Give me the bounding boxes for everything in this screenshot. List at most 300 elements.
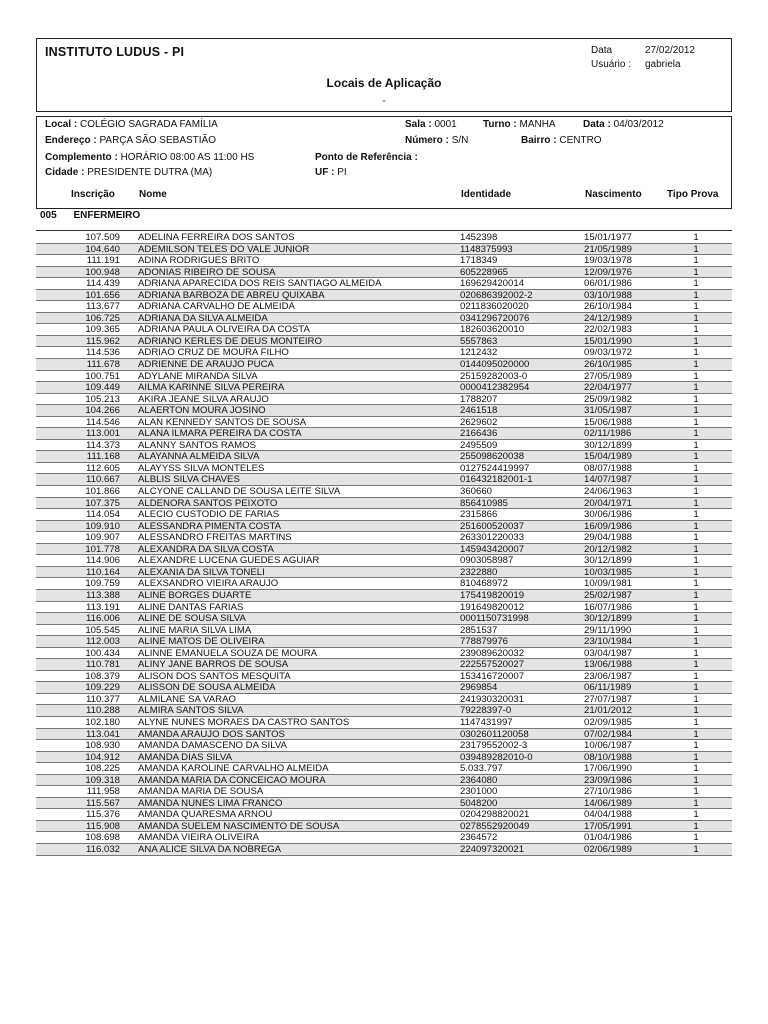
report-header (36, 38, 732, 112)
cell-identidade: 0278552920049 (460, 820, 530, 832)
cell-nome: ALEXSANDRO VIEIRA ARAUJO (138, 578, 279, 590)
user-label: Usuário : (591, 59, 632, 70)
meta-labels (591, 44, 631, 72)
uf-field: UF : PI (315, 167, 347, 178)
cell-inscricao: 110.377 (86, 693, 120, 705)
cell-inscricao: 111.678 (86, 359, 120, 371)
table-row (36, 613, 732, 625)
cell-identidade: 605228965 (460, 266, 509, 278)
table-row (36, 382, 732, 394)
cell-identidade: 153416720007 (460, 670, 525, 682)
cell-tipo-prova: 1 (693, 740, 699, 752)
cell-nascimento: 30/06/1986 (584, 509, 633, 521)
cell-tipo-prova: 1 (693, 774, 699, 786)
table-row (36, 798, 732, 810)
cell-nome: ALANA ILMARA PEREIRA DA COSTA (138, 428, 302, 440)
cell-identidade: 360660 (460, 486, 493, 498)
cell-identidade: 1148375993 (460, 243, 513, 255)
cell-nascimento: 29/11/1990 (584, 624, 632, 636)
cell-inscricao: 116.006 (86, 613, 120, 625)
cell-tipo-prova: 1 (693, 347, 699, 359)
table-row (36, 521, 732, 533)
cell-identidade: 1147431997 (460, 716, 513, 728)
cell-inscricao: 115.908 (86, 820, 120, 832)
cell-inscricao: 110.781 (86, 659, 120, 671)
group-heading (40, 210, 140, 221)
cell-inscricao: 115.962 (86, 335, 120, 347)
cell-nascimento: 22/02/1983 (584, 324, 633, 336)
cell-nome: ALECIO CUSTODIO DE FARIAS (138, 509, 280, 521)
numero-field: Número : S/N (405, 135, 469, 146)
cell-nascimento: 14/07/1987 (584, 474, 633, 486)
cell-nascimento: 25/09/1982 (584, 393, 633, 405)
cell-nascimento: 13/06/1988 (584, 659, 633, 671)
cell-nome: AKIRA JEANE SILVA ARAUJO (138, 393, 269, 405)
cell-inscricao: 104.912 (85, 751, 120, 763)
cell-identidade: 2322880 (460, 566, 498, 578)
cell-identidade: 810468972 (460, 578, 509, 590)
cell-inscricao: 105.545 (85, 624, 120, 636)
cell-tipo-prova: 1 (693, 278, 699, 290)
table-row (36, 567, 732, 579)
cell-nascimento: 04/04/1988 (584, 809, 633, 821)
cell-identidade: 856410985 (460, 497, 509, 509)
cell-inscricao: 109.318 (85, 774, 120, 786)
cell-nome: ALESSANDRA PIMENTA COSTA (138, 520, 282, 532)
cell-inscricao: 110.288 (86, 705, 120, 717)
cell-identidade: 2461518 (460, 405, 498, 417)
table-row (36, 359, 732, 371)
turno-field: Turno : MANHA (483, 119, 556, 130)
cell-nascimento: 02/11/1986 (584, 428, 632, 440)
table-row (36, 301, 732, 313)
table-row (36, 821, 732, 833)
local-field: Local : COLÉGIO SAGRADA FAMÍLIA (45, 119, 218, 130)
cell-nascimento: 03/04/1987 (584, 647, 633, 659)
cell-identidade: 2364080 (460, 774, 498, 786)
cell-nascimento: 09/03/1972 (584, 347, 633, 359)
date-value: 27/02/2012 (645, 45, 696, 56)
col-header-inscricao: Inscrição (71, 189, 115, 200)
table-row (36, 590, 732, 602)
col-header-identidade: Identidade (461, 189, 512, 200)
cell-inscricao: 116.032 (86, 843, 120, 855)
cell-nome: AMANDA MARIA DE SOUSA (138, 786, 264, 798)
cell-tipo-prova: 1 (693, 843, 699, 855)
cell-identidade: 0211836020020 (460, 301, 529, 313)
cell-nome: ADRIENNE DE ARAUJO PUCA (138, 359, 274, 371)
cell-nascimento: 10/03/1985 (584, 566, 633, 578)
table-row (36, 786, 732, 798)
cell-nome: ALEXANIA DA SILVA TONELI (138, 566, 265, 578)
cell-nome: AMANDA SUELEM NASCIMENTO DE SOUSA (138, 820, 340, 832)
cell-identidade: 2166436 (460, 428, 498, 440)
table-row (36, 336, 732, 348)
cell-identidade: 79228397-0 (460, 705, 512, 717)
table-row (36, 832, 732, 844)
cell-tipo-prova: 1 (693, 405, 699, 417)
table-row (36, 394, 732, 406)
table-row (36, 636, 732, 648)
cell-nascimento: 21/05/1989 (584, 243, 633, 255)
cell-nome: ALINE BORGES DUARTE (138, 589, 252, 601)
cell-inscricao: 108.225 (85, 763, 120, 775)
cell-tipo-prova: 1 (693, 705, 699, 717)
cell-inscricao: 111.168 (86, 451, 120, 463)
cell-nome: AILMA KARINNE SILVA PEREIRA (138, 382, 285, 394)
table-row (36, 625, 732, 637)
cell-inscricao: 109.910 (85, 520, 120, 532)
cell-tipo-prova: 1 (693, 555, 699, 567)
cell-nome: ALEXANDRA DA SILVA COSTA (138, 543, 274, 555)
cell-inscricao: 100.948 (85, 266, 120, 278)
cell-inscricao: 105.213 (85, 393, 120, 405)
cell-tipo-prova: 1 (693, 751, 699, 763)
report-subtitle: - (382, 96, 386, 107)
cell-identidade: 23179552002-3 (460, 740, 528, 752)
cell-identidade: 182603620010 (460, 324, 525, 336)
cell-tipo-prova: 1 (693, 682, 699, 694)
cell-tipo-prova: 1 (693, 670, 699, 682)
cell-tipo-prova: 1 (693, 786, 699, 798)
table-row (36, 578, 732, 590)
table-row (36, 809, 732, 821)
cidade-field: Cidade : PRESIDENTE DUTRA (MA) (45, 167, 213, 178)
cell-identidade: 175419820019 (460, 589, 525, 601)
cell-tipo-prova: 1 (693, 820, 699, 832)
cell-nome: AMANDA DAMASCENO DA SILVA (138, 740, 287, 752)
table-row (36, 255, 732, 267)
cell-nascimento: 15/06/1988 (584, 416, 633, 428)
cell-inscricao: 106.725 (85, 312, 120, 324)
cell-nome: ALMIRA SANTOS SILVA (138, 705, 244, 717)
cell-nascimento: 19/03/1978 (584, 255, 633, 267)
cell-inscricao: 104.266 (85, 405, 120, 417)
cell-inscricao: 101.656 (85, 289, 120, 301)
table-row (36, 717, 732, 729)
cell-tipo-prova: 1 (693, 451, 699, 463)
cell-identidade: 1452398 (460, 232, 498, 243)
endereco-field: Endereço : PARÇA SÃO SEBASTIÃO (45, 135, 216, 146)
cell-inscricao: 107.509 (85, 232, 120, 243)
cell-nome: ALINE DANTAS FARIAS (138, 601, 244, 613)
cell-identidade: 2629602 (460, 416, 498, 428)
cell-tipo-prova: 1 (693, 716, 699, 728)
cell-tipo-prova: 1 (693, 439, 699, 451)
table-row (36, 290, 732, 302)
table-row (36, 347, 732, 359)
cell-tipo-prova: 1 (693, 335, 699, 347)
cell-inscricao: 104.640 (85, 243, 120, 255)
cell-identidade: 239089620032 (460, 647, 525, 659)
table-row (36, 659, 732, 671)
cell-nascimento: 20/12/1982 (584, 543, 633, 555)
cell-identidade: 2495509 (460, 439, 498, 451)
cell-identidade: 016432182001-1 (460, 474, 533, 486)
cell-nome: ALMILANE SA VARAO (138, 693, 236, 705)
cell-nascimento: 27/10/1986 (584, 786, 633, 798)
cell-nome: ADELINA FERREIRA DOS SANTOS (138, 232, 295, 243)
cell-identidade: 039489282010-0 (460, 751, 533, 763)
col-header-tipo-prova: Tipo Prova (667, 189, 719, 200)
cell-tipo-prova: 1 (693, 301, 699, 313)
cell-tipo-prova: 1 (693, 416, 699, 428)
cell-nome: AMANDA MARIA DA CONCEICAO MOURA (138, 774, 326, 786)
cell-inscricao: 112.605 (86, 462, 120, 474)
complemento-field: Complemento : HORÁRIO 08:00 AS 11:00 HS (45, 152, 255, 163)
cell-nome: ALINY JANE BARROS DE SOUSA (138, 659, 289, 671)
cell-nome: AMANDA ARAUJO DOS SANTOS (138, 728, 285, 740)
cell-nome: ALAERTON MOURA JOSINO (138, 405, 266, 417)
cell-identidade: 0204298820021 (460, 809, 530, 821)
candidates-table (36, 232, 732, 856)
cell-tipo-prova: 1 (693, 543, 699, 555)
cell-nascimento: 29/04/1988 (584, 532, 633, 544)
cell-inscricao: 100.751 (85, 370, 120, 382)
table-row (36, 498, 732, 510)
cell-nome: ADRIANO KERLES DE DEUS MONTEIRO (138, 335, 322, 347)
cell-tipo-prova: 1 (693, 509, 699, 521)
cell-identidade: 2969854 (460, 682, 498, 694)
cell-nascimento: 03/10/1988 (584, 289, 633, 301)
table-row (36, 428, 732, 440)
cell-nascimento: 14/06/1989 (584, 797, 633, 809)
cell-nascimento: 30/12/1899 (584, 613, 633, 625)
cell-identidade: 1212432 (460, 347, 498, 359)
table-row (36, 705, 732, 717)
cell-nascimento: 10/09/1981 (584, 578, 633, 590)
cell-inscricao: 102.180 (85, 716, 120, 728)
cell-inscricao: 100.434 (85, 647, 120, 659)
table-row (36, 440, 732, 452)
cell-inscricao: 109.907 (85, 532, 120, 544)
cell-tipo-prova: 1 (693, 462, 699, 474)
cell-inscricao: 109.229 (85, 682, 120, 694)
cell-inscricao: 113.388 (86, 589, 120, 601)
cell-tipo-prova: 1 (693, 393, 699, 405)
cell-identidade: 0127524419997 (460, 462, 530, 474)
cell-nome: AMANDA QUARESMA ARNOU (138, 809, 273, 821)
cell-nome: ADINA RODRIGUES BRITO (138, 255, 260, 267)
cell-identidade: 5557863 (460, 335, 498, 347)
cell-tipo-prova: 1 (693, 636, 699, 648)
cell-tipo-prova: 1 (693, 324, 699, 336)
table-row (36, 313, 732, 325)
cell-nascimento: 12/09/1976 (584, 266, 633, 278)
cell-identidade: 169629420014 (460, 278, 525, 290)
cell-nome: ADEMILSON TELES DO VALE JUNIOR (138, 243, 310, 255)
data-field: Data : 04/03/2012 (583, 119, 664, 130)
cell-identidade: 2315866 (460, 509, 498, 521)
cell-tipo-prova: 1 (693, 532, 699, 544)
cell-inscricao: 114.439 (86, 278, 120, 290)
cell-inscricao: 101.778 (85, 543, 120, 555)
cell-nome: ALINE DE SOUSA SILVA (138, 613, 246, 625)
cell-nascimento: 24/12/1989 (584, 312, 633, 324)
cell-nascimento: 26/10/1985 (584, 359, 633, 371)
cell-identidade: 5048200 (460, 797, 498, 809)
cell-nome: ALAYANNA ALMEIDA SILVA (138, 451, 260, 463)
cell-tipo-prova: 1 (693, 624, 699, 636)
cell-nascimento: 06/01/1986 (584, 278, 633, 290)
cell-identidade: 0000412382954 (460, 382, 530, 394)
cell-tipo-prova: 1 (693, 474, 699, 486)
location-info (36, 116, 732, 209)
table-row (36, 740, 732, 752)
table-row (36, 405, 732, 417)
cell-nascimento: 15/01/1977 (584, 232, 633, 243)
cell-inscricao: 113.001 (86, 428, 120, 440)
cell-nascimento: 08/07/1988 (584, 462, 633, 474)
cell-nascimento: 15/04/1989 (584, 451, 633, 463)
table-row (36, 232, 732, 244)
cell-identidade: 2851537 (460, 624, 498, 636)
cell-tipo-prova: 1 (693, 312, 699, 324)
cell-nome: ALINNE EMANUELA SOUZA DE MOURA (138, 647, 318, 659)
cell-inscricao: 115.567 (86, 797, 120, 809)
cell-identidade: 1788207 (460, 393, 498, 405)
cell-nome: AMANDA NUNES LIMA FRANCO (138, 797, 283, 809)
cell-nome: ADYLANE MIRANDA SILVA (138, 370, 258, 382)
cell-nascimento: 30/12/1899 (584, 439, 633, 451)
cell-nome: ADRIANA CARVALHO DE ALMEIDA (138, 301, 295, 313)
report-title: Locais de Aplicação (326, 76, 442, 90)
cell-tipo-prova: 1 (693, 659, 699, 671)
table-row (36, 451, 732, 463)
cell-nascimento: 23/09/1986 (584, 774, 633, 786)
cell-nome: ALDENORA SANTOS PEIXOTO (138, 497, 278, 509)
cell-nome: ALBLIS SILVA CHAVES (138, 474, 240, 486)
cell-inscricao: 107.375 (85, 497, 120, 509)
cell-nascimento: 01/04/1986 (584, 832, 633, 844)
cell-nome: AMANDA KAROLINE CARVALHO ALMEIDA (138, 763, 329, 775)
cell-identidade: 255098620038 (460, 451, 525, 463)
table-row (36, 544, 732, 556)
table-row (36, 324, 732, 336)
table-row (36, 602, 732, 614)
cell-nome: ADRIANA PAULA OLIVEIRA DA COSTA (138, 324, 310, 336)
cell-nascimento: 07/02/1984 (584, 728, 633, 740)
cell-identidade: 25159282003-0 (460, 370, 528, 382)
ponto-referencia-field: Ponto de Referência : (315, 152, 418, 163)
cell-nascimento: 16/07/1986 (584, 601, 633, 613)
cell-nascimento: 06/11/1989 (584, 682, 632, 694)
cell-tipo-prova: 1 (693, 486, 699, 498)
table-row (36, 671, 732, 683)
table-row (36, 267, 732, 279)
cell-identidade: 2301000 (460, 786, 498, 798)
cell-nome: ALEXANDRE LUCENA GUEDES AGUIAR (138, 555, 320, 567)
cell-inscricao: 111.191 (86, 255, 120, 267)
cell-tipo-prova: 1 (693, 382, 699, 394)
col-header-nascimento: Nascimento (585, 189, 642, 200)
cell-identidade: 145943420007 (460, 543, 525, 555)
date-label: Data (591, 45, 613, 56)
table-row (36, 474, 732, 486)
cell-inscricao: 110.667 (86, 474, 120, 486)
cell-identidade: 191649820012 (460, 601, 525, 613)
cell-nome: ALANNY SANTOS RAMOS (138, 439, 257, 451)
cell-tipo-prova: 1 (693, 832, 699, 844)
cell-identidade: 241930320031 (460, 693, 525, 705)
table-row (36, 844, 732, 856)
cell-inscricao: 108.698 (85, 832, 120, 844)
cell-tipo-prova: 1 (693, 728, 699, 740)
cell-nome: ALISSON DE SOUSA ALMEIDA (138, 682, 276, 694)
table-row (36, 486, 732, 498)
cell-inscricao: 108.379 (85, 670, 120, 682)
cell-inscricao: 113.041 (86, 728, 120, 740)
table-row (36, 775, 732, 787)
group-name: ENFERMEIRO (73, 210, 141, 221)
cell-nascimento: 25/02/1987 (584, 589, 633, 601)
cell-identidade: 5.033.797 (460, 763, 503, 775)
cell-tipo-prova: 1 (693, 589, 699, 601)
cell-nascimento: 27/05/1989 (584, 370, 633, 382)
cell-inscricao: 109.449 (85, 382, 120, 394)
cell-nascimento: 26/10/1984 (584, 301, 633, 313)
cell-inscricao: 114.906 (86, 555, 120, 567)
cell-tipo-prova: 1 (693, 647, 699, 659)
cell-nascimento: 17/06/1990 (584, 763, 633, 775)
cell-inscricao: 114.373 (86, 439, 120, 451)
cell-identidade: 263301220033 (460, 532, 525, 544)
cell-nome: ALYNE NUNES MORAES DA CASTRO SANTOS (138, 716, 350, 728)
table-row (36, 509, 732, 521)
cell-nome: ADRIAO CRUZ DE MOURA FILHO (138, 347, 289, 359)
cell-nascimento: 08/10/1988 (584, 751, 633, 763)
cell-nome: ALESSANDRO FREITAS MARTINS (138, 532, 292, 544)
cell-nascimento: 31/05/1987 (584, 405, 633, 417)
cell-nascimento: 02/09/1985 (584, 716, 633, 728)
cell-identidade: 020686392002-2 (460, 289, 533, 301)
cell-inscricao: 109.365 (85, 324, 120, 336)
cell-identidade: 1718349 (460, 255, 498, 267)
cell-nome: AMANDA VIEIRA OLIVEIRA (138, 832, 260, 844)
cell-nome: AMANDA DIAS SILVA (138, 751, 233, 763)
cell-nome: ADRIANA APARECIDA DOS REIS SANTIAGO ALMEIDA (138, 278, 382, 290)
table-row (36, 463, 732, 475)
cell-nascimento: 27/07/1987 (584, 693, 633, 705)
cell-inscricao: 109.759 (85, 578, 120, 590)
col-header-nome: Nome (139, 189, 167, 200)
cell-inscricao: 111.958 (86, 786, 120, 798)
bairro-field: Bairro : CENTRO (521, 135, 602, 146)
cell-identidade: 0001150731998 (460, 613, 529, 625)
cell-inscricao: 112.003 (86, 636, 120, 648)
table-row (36, 278, 732, 290)
cell-nascimento: 15/01/1990 (584, 335, 633, 347)
table-row (36, 763, 732, 775)
cell-nascimento: 16/09/1986 (584, 520, 633, 532)
cell-nome: ALINE MARIA SILVA LIMA (138, 624, 252, 636)
group-code: 005 (40, 210, 57, 221)
cell-tipo-prova: 1 (693, 578, 699, 590)
cell-nome: ALAYYSS SILVA MONTELES (138, 462, 265, 474)
cell-inscricao: 114.054 (86, 509, 120, 521)
cell-nascimento: 21/01/2012 (584, 705, 633, 717)
table-row (36, 555, 732, 567)
cell-tipo-prova: 1 (693, 809, 699, 821)
cell-nome: ALISON DOS SANTOS MESQUITA (138, 670, 291, 682)
cell-nascimento: 20/04/1971 (584, 497, 633, 509)
cell-tipo-prova: 1 (693, 359, 699, 371)
table-row (36, 648, 732, 660)
cell-nascimento: 30/12/1899 (584, 555, 633, 567)
cell-identidade: 0302601120058 (460, 728, 529, 740)
group-divider (36, 230, 732, 231)
cell-tipo-prova: 1 (693, 693, 699, 705)
